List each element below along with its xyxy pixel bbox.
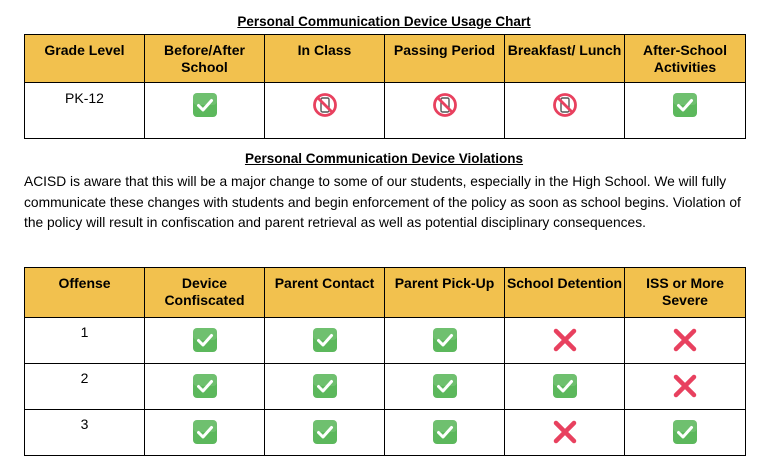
check-icon [312, 373, 338, 399]
column-header: Passing Period [385, 35, 505, 83]
grade-level-cell: PK-12 [25, 83, 145, 139]
icon-cell [145, 364, 265, 410]
no-phone-icon [552, 92, 578, 118]
column-header: Parent Pick-Up [385, 268, 505, 318]
check-icon [192, 327, 218, 353]
cross-icon [672, 327, 698, 353]
check-icon [192, 92, 218, 118]
icon-cell [265, 410, 385, 456]
icon-cell [145, 410, 265, 456]
violations-table [24, 267, 746, 456]
check-icon [312, 327, 338, 353]
no-phone-icon [432, 92, 458, 118]
column-header: Device Confiscated [145, 268, 265, 318]
usage-header-row [25, 35, 746, 83]
column-header: School Detention [505, 268, 625, 318]
check-icon [432, 327, 458, 353]
icon-cell [385, 364, 505, 410]
column-header: After-School Activities [625, 35, 746, 83]
cross-icon [552, 419, 578, 445]
icon-cell [625, 83, 746, 139]
table-row [25, 410, 746, 456]
no-phone-icon [312, 92, 338, 118]
check-icon [192, 419, 218, 445]
icon-cell [505, 410, 625, 456]
column-header: Breakfast/ Lunch [505, 35, 625, 83]
violations-title: Personal Communication Device Violations [244, 151, 524, 166]
icon-cell [385, 410, 505, 456]
column-header: Before/After School [145, 35, 265, 83]
column-header: ISS or More Severe [625, 268, 746, 318]
check-icon [552, 373, 578, 399]
offense-cell: 1 [25, 318, 145, 364]
column-header: Parent Contact [265, 268, 385, 318]
column-header: Offense [25, 268, 145, 318]
icon-cell [625, 364, 746, 410]
offense-cell: 2 [25, 364, 145, 410]
icon-cell [625, 318, 746, 364]
column-header: In Class [265, 35, 385, 83]
check-icon [192, 373, 218, 399]
icon-cell [265, 83, 385, 139]
check-icon [672, 419, 698, 445]
table-row [25, 83, 746, 139]
icon-cell [505, 364, 625, 410]
table-row [25, 364, 746, 410]
icon-cell [265, 364, 385, 410]
icon-cell [385, 83, 505, 139]
icon-cell [265, 318, 385, 364]
icon-cell [145, 318, 265, 364]
usage-chart-title: Personal Communication Device Usage Chart [237, 14, 531, 29]
cross-icon [552, 327, 578, 353]
icon-cell [145, 83, 265, 139]
icon-cell [625, 410, 746, 456]
table-row [25, 318, 746, 364]
cross-icon [672, 373, 698, 399]
check-icon [432, 419, 458, 445]
check-icon [432, 373, 458, 399]
icon-cell [505, 318, 625, 364]
usage-table [24, 34, 746, 139]
violations-header-row [25, 268, 746, 318]
offense-cell: 3 [25, 410, 145, 456]
icon-cell [385, 318, 505, 364]
check-icon [312, 419, 338, 445]
violations-paragraph: ACISD is aware that this will be a major change to some of our students, especially in the High School. We will fully communicate these changes with students and begin enforcement of the policy as soon as school begins. Violation of the policy will result in confiscation and parent retrieval as well as potential disciplinary consequences. [24, 174, 741, 230]
column-header: Grade Level [25, 35, 145, 83]
check-icon [672, 92, 698, 118]
icon-cell [505, 83, 625, 139]
